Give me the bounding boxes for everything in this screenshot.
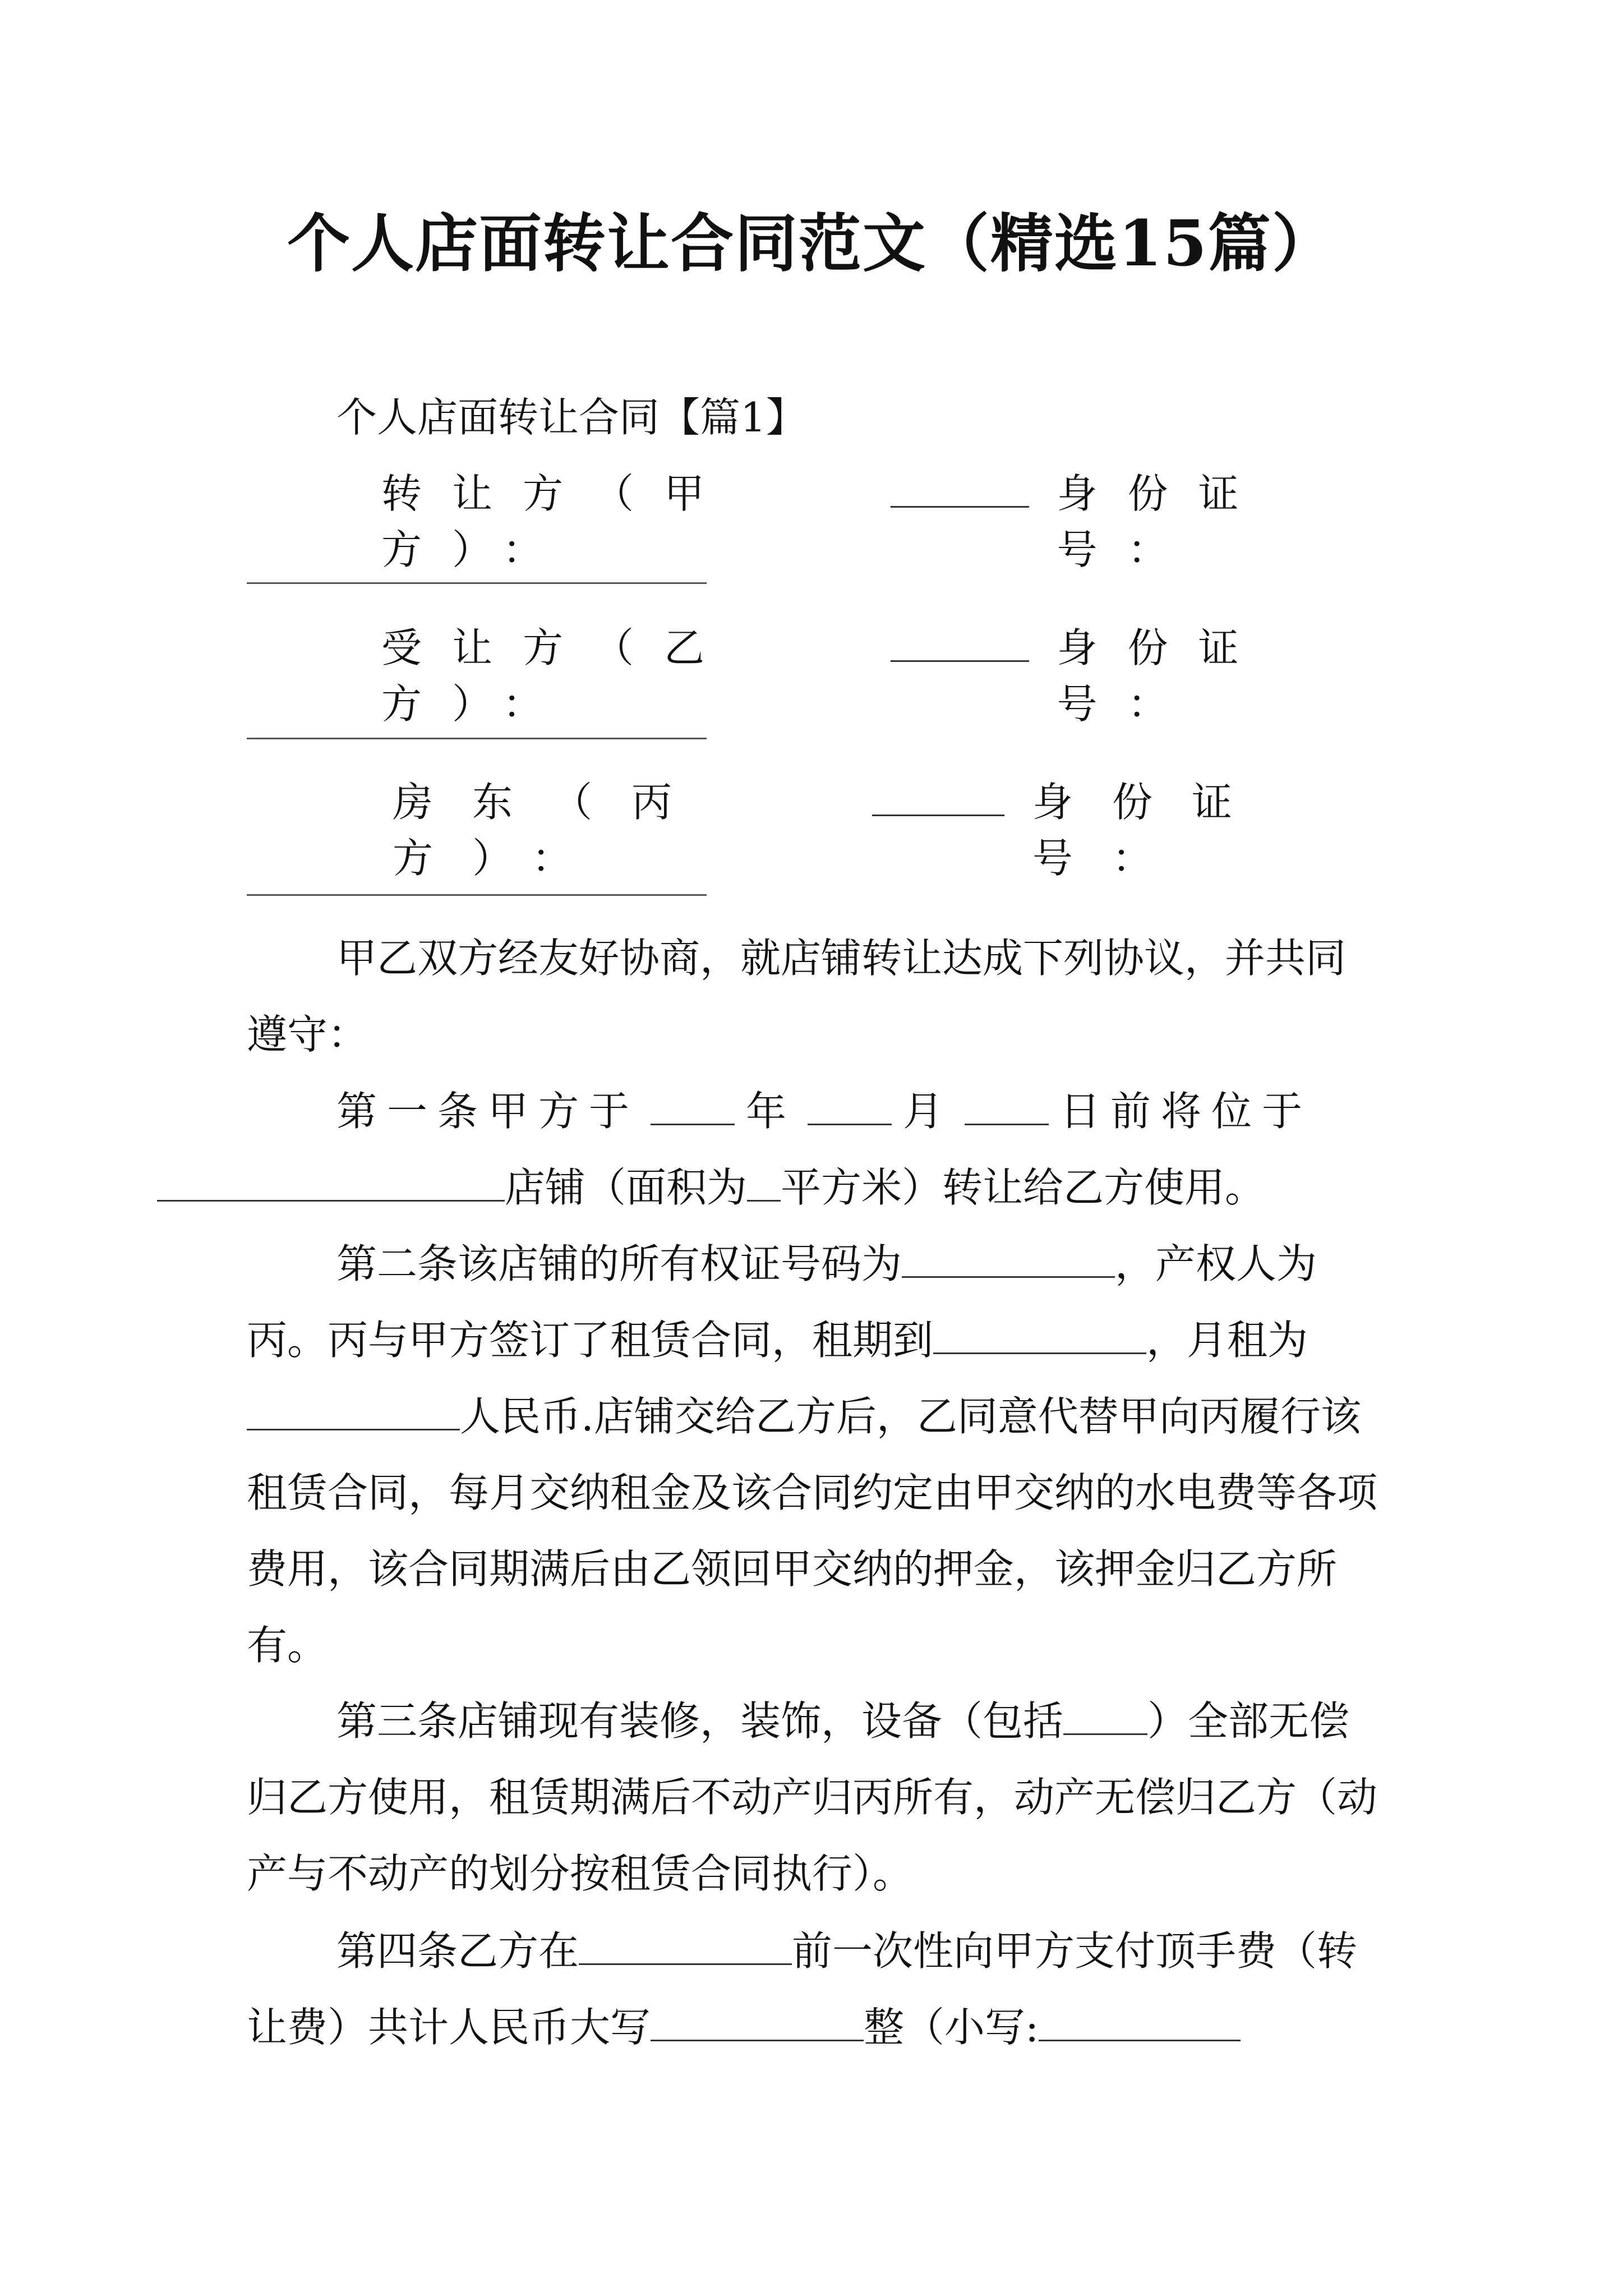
intro-paragraph <box>247 920 1380 1073</box>
article-1 <box>247 1073 1380 1226</box>
article-2-text-b: ，产权人为丙。丙与甲方签订了租赁合同，租期到 <box>247 1240 1317 1364</box>
party-transferee-id-blank <box>247 738 707 739</box>
article-3-text-b: ）全部无偿归乙方使用，租赁期满后不动产归丙所有，动产无偿归乙方（动产与不动产的划分按租赁合同执行）。 <box>247 1697 1378 1897</box>
article-1-text-a: 第一条甲方于 <box>336 1088 640 1135</box>
article-2-term-blank <box>933 1319 1146 1354</box>
article-1-location-blank <box>157 1166 505 1202</box>
article-1-day-blank <box>965 1090 1049 1125</box>
party-transferor-id-blank <box>247 582 707 584</box>
article-2 <box>247 1226 1380 1683</box>
party-landlord-label: 房东（丙方）： <box>393 779 712 882</box>
party-landlord-line <box>393 774 1380 886</box>
article-2-text-a: 第二条该店铺的所有权证号码为 <box>336 1240 902 1287</box>
article-4-amount-lower-blank <box>1039 2006 1241 2041</box>
article-1-month-label: 月 <box>903 1088 954 1135</box>
article-3-text-a: 第三条店铺现有装修，装饰，设备（包括 <box>336 1697 1064 1745</box>
party-transferor-name-blank <box>891 472 1029 508</box>
article-1-month-blank <box>808 1090 892 1125</box>
article-1-text-c: 店铺（面积为 <box>505 1164 748 1211</box>
article-2-text-d: 人民币.店铺交给乙方后，乙同意代替甲向丙履行该租赁合同，每月交纳租金及该合同约定由甲交纳的水电费等各项费用，该合同期满后由乙领回甲交纳的押金，该押金归乙方所有。 <box>247 1393 1378 1669</box>
party-transferee-name-blank <box>891 627 1029 662</box>
article-1-text-d: 平方米）转让给乙方使用。 <box>781 1164 1266 1211</box>
article-2-text-c: ，月租为 <box>1146 1317 1308 1364</box>
party-transferor-line <box>381 466 1380 578</box>
article-2-rent-blank <box>247 1395 460 1430</box>
article-1-area-blank <box>747 1166 781 1202</box>
intro-text: 甲乙双方经友好协商，就店铺转让达成下列协议，并共同遵守： <box>247 935 1347 1058</box>
party-transferor-id-label: 身份证号： <box>1057 470 1269 573</box>
party-transferor-label: 转让方（甲方）： <box>381 470 735 573</box>
article-4 <box>247 1913 1380 2065</box>
article-3-equipment-blank <box>1063 1700 1147 1735</box>
article-4-text-a: 第四条乙方在 <box>336 1927 579 1975</box>
article-1-year-blank <box>651 1090 735 1125</box>
section-heading: 个人店面转让合同【篇1】 <box>336 394 806 441</box>
party-transferee-label: 受让方（乙方）： <box>381 624 735 728</box>
article-1-year-label: 年 <box>746 1088 797 1135</box>
party-landlord-name-blank <box>872 781 1004 816</box>
party-landlord-id-label: 身份证号： <box>1032 779 1271 882</box>
article-1-text-b: 日前将位于 <box>1060 1088 1313 1135</box>
party-transferee-line <box>381 620 1380 732</box>
party-transferee-id-label: 身份证号： <box>1057 624 1269 728</box>
article-4-text-b: 前一次性向甲方支付顶手费（转让费）共计人民币大写 <box>247 1927 1358 2051</box>
article-4-amount-upper-blank <box>651 2006 864 2041</box>
article-3 <box>247 1683 1380 1912</box>
document-title: 个人店面转让合同范文（精选15篇） <box>287 207 1336 280</box>
article-4-date-blank <box>579 1930 792 1965</box>
article-2-cert-blank <box>902 1243 1115 1278</box>
party-landlord-id-blank <box>247 894 707 896</box>
article-4-text-c: 整（小写: <box>864 2004 1039 2051</box>
